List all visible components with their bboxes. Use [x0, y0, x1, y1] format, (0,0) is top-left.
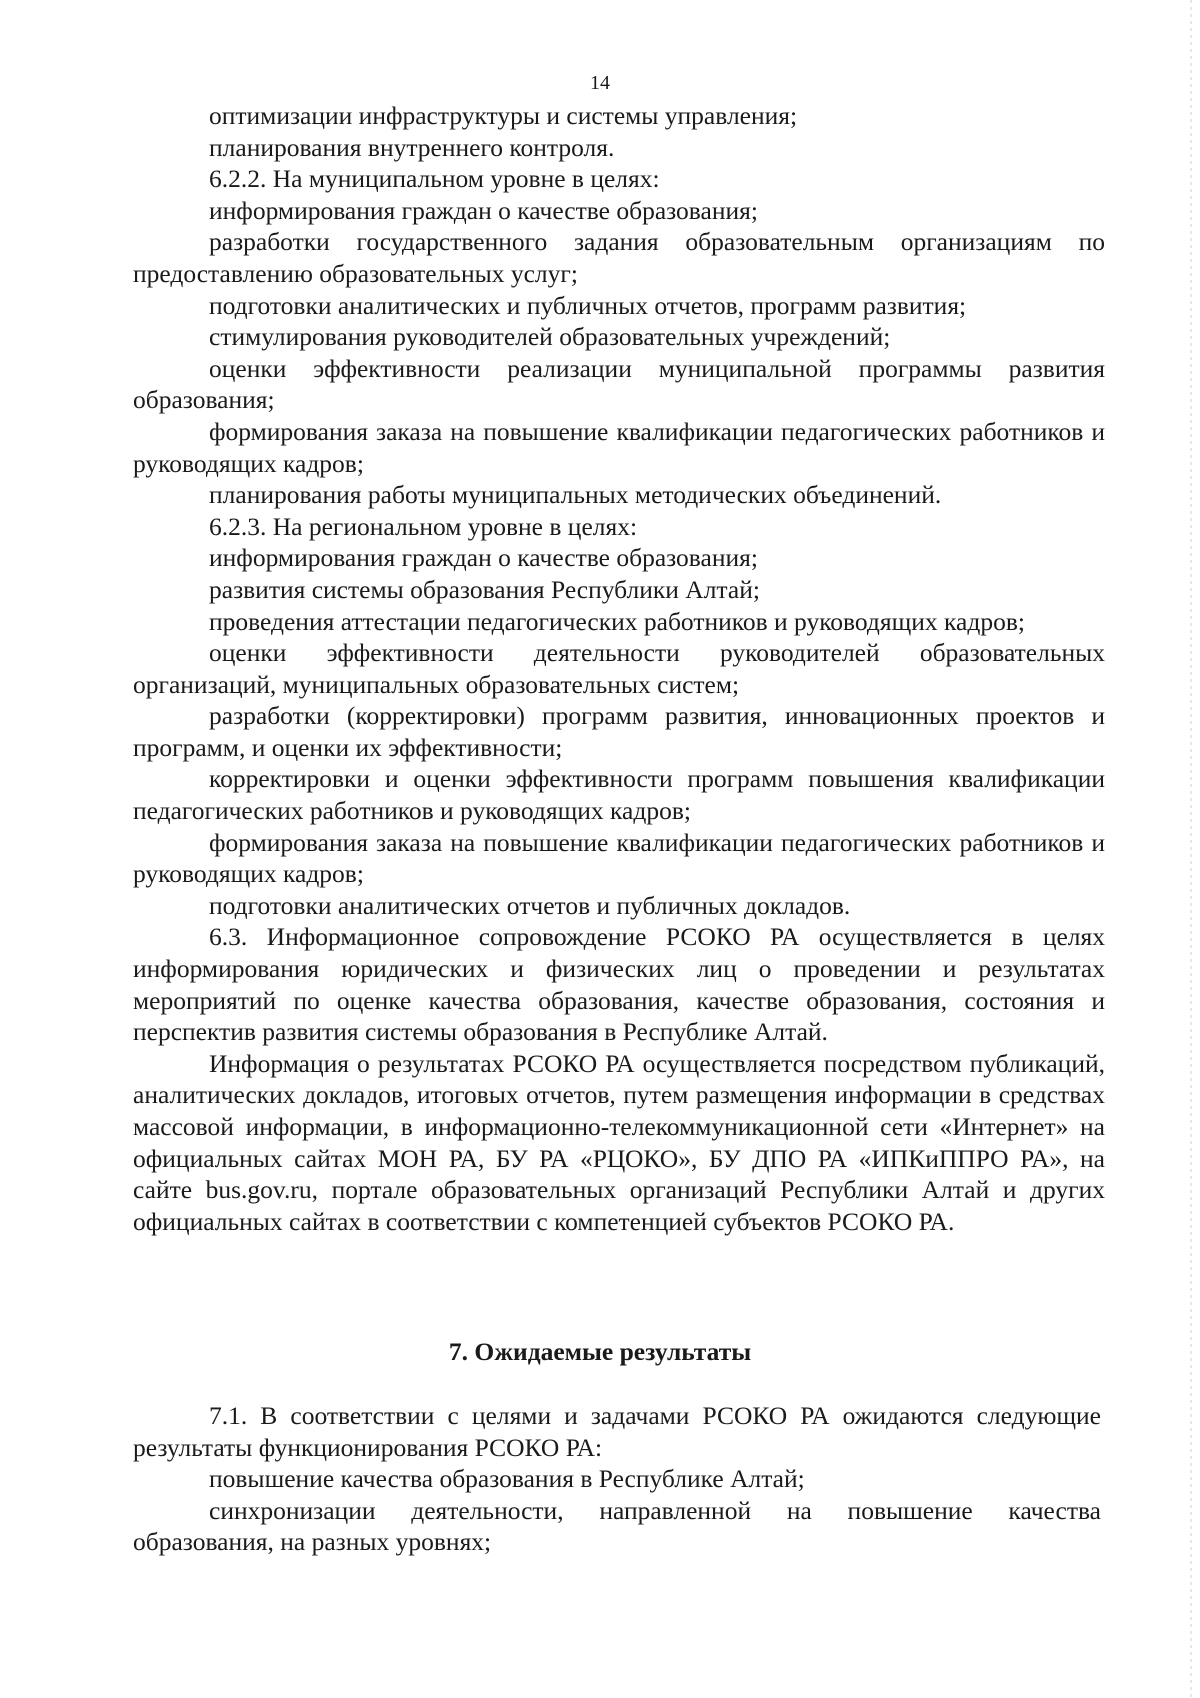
page-number: 14 [590, 72, 610, 94]
body-text [133, 100, 1105, 1237]
paragraph: информирования граждан о качестве образования; [209, 543, 758, 573]
paragraph: планирования внутреннего контроля. [209, 132, 615, 162]
section-body-text [133, 1400, 1101, 1558]
paragraph: проведения аттестации педагогических работников и руководящих кадров; [209, 606, 1025, 636]
paragraph: синхронизации деятельности, направленной на повышение качества образования, на разных уровнях; [133, 1495, 1101, 1557]
paragraph: оценки эффективности реализации муниципальной программы развития образования; [133, 353, 1105, 415]
paragraph: подготовки аналитических и публичных отчетов, программ развития; [209, 290, 967, 320]
paragraph: разработки государственного задания образовательным организациям по предоставлению образовательных услуг; [133, 227, 1105, 288]
section-heading: 7. Ожидаемые результаты [448, 1337, 752, 1366]
scan-edge-artifact [1190, 0, 1192, 1698]
paragraph: 6.2.2. На муниципальном уровне в целях: [209, 164, 660, 194]
paragraph: оптимизации инфраструктуры и системы управления; [209, 101, 798, 130]
paragraph: подготовки аналитических отчетов и публичных докладов. [209, 890, 851, 920]
paragraph: оценки эффективности деятельности руководителей образовательных организаций, муниципальных образовательных систем; [133, 638, 1105, 699]
paragraph: формирования заказа на повышение квалификации педагогических работников и руководящих кадров; [133, 416, 1105, 478]
paragraph: Информация о результатах РСОКО РА осуществляется посредством публикаций, аналитических докладов, итоговых отчетов, путем размещения информации в средствах массовой информации, в информационно-телекоммуникационной сети «Интернет» на официальных сайтах МОН РА, БУ РА «РЦОКО», БУ ДПО РА «ИПКиППРО РА», на сайте bus.gov.ru, портале образовательных организаций Республики Алтай и других официальных сайтах в соответствии с компетенцией субъектов РСОКО РА. [133, 1048, 1105, 1236]
paragraph: стимулирования руководителей образовательных учреждений; [209, 322, 891, 352]
paragraph: 6.2.3. На региональном уровне в целях: [209, 511, 638, 541]
paragraph: корректировки и оценки эффективности программ повышения квалификации педагогических работников и руководящих кадров; [133, 764, 1105, 826]
paragraph: информирования граждан о качестве образования; [209, 195, 758, 225]
paragraph: развития системы образования Республики Алтай; [209, 574, 760, 604]
paragraph: разработки (корректировки) программ развития, инновационных проектов и программ, и оценки их эффективности; [133, 701, 1105, 762]
paragraph: 6.3. Информационное сопровождение РСОКО РА осуществляется в целях информирования юридических и физических лиц о проведении и результатах мероприятий по оценке качества образования, качестве образования, состояния и перспектив развития системы образования в Республике Алтай. [133, 922, 1105, 1047]
paragraph: планирования работы муниципальных методических объединений. [209, 480, 942, 510]
paragraph: 7.1. В соответствии с целями и задачами РСОКО РА ожидаются следующие результаты функционирования РСОКО РА: [133, 1401, 1101, 1462]
paragraph: повышение качества образования в Республике Алтай; [209, 1464, 805, 1494]
paragraph: формирования заказа на повышение квалификации педагогических работников и руководящих кадров; [133, 827, 1105, 889]
